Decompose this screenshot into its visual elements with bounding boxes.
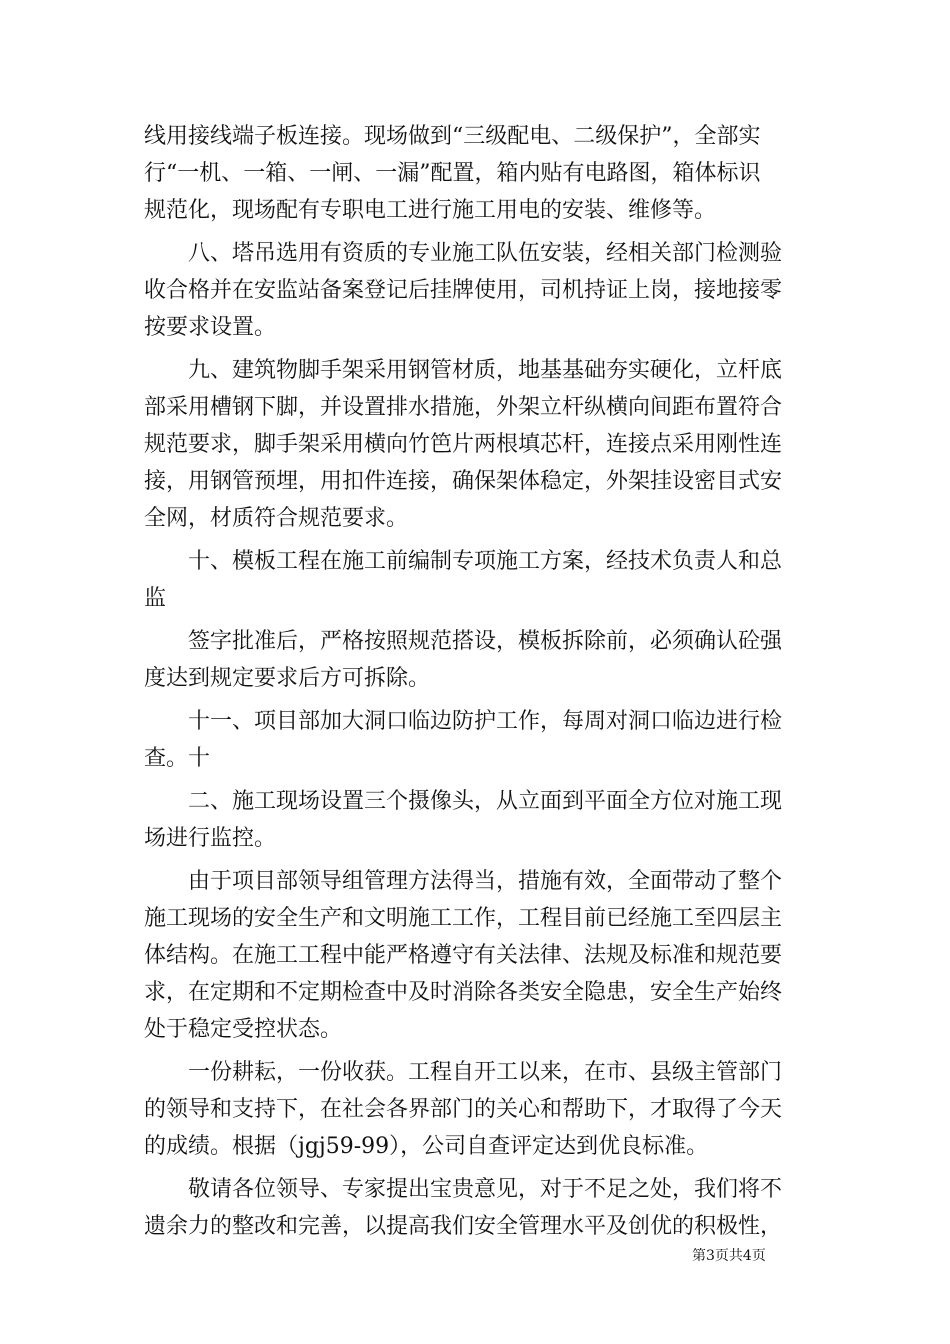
text-line: 体结构。在施工工程中能严格遵守有关法律、法规及标准和规范要: [144, 943, 783, 968]
text-line: 监: [144, 586, 167, 611]
text-line: 规范化，现场配有专职电工进行施工用电的安装、维修等。: [144, 198, 717, 223]
text-line: 八、塔吊选用有资质的专业施工队伍安装，经相关部门检测验: [188, 241, 783, 266]
text-line: 九、建筑物脚手架采用钢管材质，地基基础夯实硬化，立杆底: [188, 358, 783, 383]
paragraph: [144, 235, 810, 346]
page-number-footer: 第3页共4页: [692, 1248, 766, 1264]
text-line: 查。十: [144, 746, 211, 771]
text-line: 的领导和支持下，在社会各界部门的关心和帮助下，才取得了今天: [144, 1097, 783, 1122]
document-page: [144, 118, 810, 1251]
text-line: 处于稳定受控状态。: [144, 1017, 343, 1042]
text-line: 度达到规定要求后方可拆除。: [144, 666, 431, 691]
text-line: 施工现场的安全生产和文明施工工作，工程目前已经施工至四层主: [144, 906, 783, 931]
text-line: 敬请各位领导、专家提出宝贵意见，对于不足之处，我们将不: [188, 1177, 783, 1202]
text-line: 签字批准后，严格按照规范搭设，模板拆除前，必须确认砼强: [188, 629, 783, 654]
text-line: 由于项目部领导组管理方法得当，措施有效，全面带动了整个: [188, 869, 783, 894]
text-line: 求，在定期和不定期检查中及时消除各类安全隐患，安全生产始终: [144, 980, 783, 1005]
paragraph: [144, 703, 810, 777]
paragraph: [144, 1171, 810, 1245]
text-line: 十、模板工程在施工前编制专项施工方案，经技术负责人和总: [188, 549, 783, 574]
text-line: 线用接线端子板连接。现场做到“三级配电、二级保护”，全部实: [144, 124, 761, 149]
paragraph: [144, 623, 810, 697]
paragraph: [144, 352, 810, 537]
paragraph: [144, 1054, 810, 1165]
paragraph: [144, 783, 810, 857]
text-line: 的成绩。根据（jgj59-99），公司自查评定达到优良标准。: [144, 1134, 709, 1159]
text-line: 十一、项目部加大洞口临边防护工作，每周对洞口临边进行检: [188, 709, 783, 734]
paragraph: [144, 543, 810, 617]
text-line: 一份耕耘，一份收获。工程自开工以来，在市、县级主管部门: [188, 1060, 783, 1085]
text-line: 接，用钢管预埋，用扣件连接，确保架体稳定，外架挂设密目式安: [144, 469, 783, 494]
text-line: 按要求设置。: [144, 315, 277, 340]
text-line: 二、施工现场设置三个摄像头，从立面到平面全方位对施工现: [188, 789, 783, 814]
text-line: 全网，材质符合规范要求。: [144, 506, 409, 531]
text-line: 场进行监控。: [144, 826, 277, 851]
text-line: 收合格并在安监站备案登记后挂牌使用，司机持证上岗，接地接零: [144, 278, 783, 303]
text-line: 部采用槽钢下脚，并设置排水措施，外架立杆纵横向间距布置符合: [144, 395, 783, 420]
text-line: 规范要求，脚手架采用横向竹笆片两根填芯杆，连接点采用刚性连: [144, 432, 783, 457]
text-line: 行“一机、一箱、一闸、一漏”配置，箱内贴有电路图，箱体标识: [144, 161, 761, 186]
text-line: 遗余力的整改和完善，以提高我们安全管理水平及创优的积极性，: [144, 1214, 783, 1239]
paragraph: [144, 863, 810, 1048]
paragraph: [144, 118, 810, 229]
